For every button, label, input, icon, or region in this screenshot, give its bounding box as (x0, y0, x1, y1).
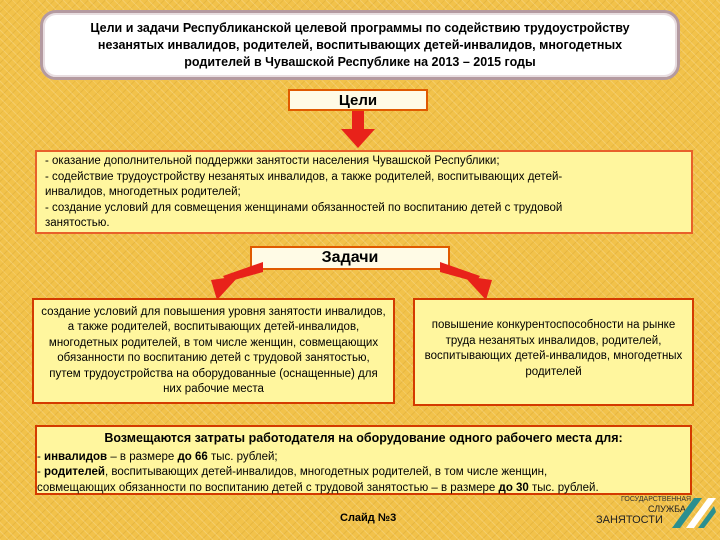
goal-line: - содействие трудоустройству незанятых инвалидов, а также родителей, воспитывающих детей- (45, 170, 563, 183)
goals-arrow-icon (341, 111, 375, 149)
tasks-label: Задачи (250, 246, 450, 270)
logo-text-2: СЛУЖБА (648, 504, 686, 514)
costs-line-1 (37, 450, 690, 466)
text: тыс. рублей; (207, 450, 278, 463)
title-box (40, 10, 680, 80)
text: совмещающих обязанности по воспитанию детей с трудовой занятостью – в размере (37, 481, 499, 494)
task-box-1 (32, 298, 395, 404)
title-line-3: родителей в Чувашской Республике на 2013 – 2015 годы (184, 54, 536, 69)
logo-text-1: ГОСУДАРСТВЕННАЯ (621, 496, 692, 503)
text-bold: до 30 (498, 481, 529, 494)
costs-heading: Возмещаются затраты работодателя на оборудование одного рабочего места для: (104, 431, 623, 445)
title-line-1: Цели и задачи Республиканской целевой программы по содействию трудоустройству (90, 20, 630, 35)
text-bold: до 66 (177, 450, 208, 463)
goal-line: инвалидов, многодетных родителей; (45, 186, 241, 198)
costs-line-3 (37, 481, 690, 497)
employment-service-logo (596, 494, 720, 534)
text: - (37, 450, 45, 463)
goals-box (35, 150, 693, 234)
text: тыс. рублей. (528, 481, 599, 494)
text: – в размере (107, 450, 178, 463)
tasks-arrow-left-icon (205, 262, 265, 302)
title-line-2: незанятых инвалидов, родителей, воспитывающих детей-инвалидов, многодетных (97, 37, 623, 52)
goals-label: Цели (288, 89, 428, 111)
task-1-text: создание условий для повышения уровня занятости инвалидов, а также родителей, воспитывающих детей-инвалидов, многодетных родителей, в том числе женщин, совмещающих обязанности по воспитанию детей с трудовой занятостью, путем трудоустройства на оборудованные (оснащенные) для них рабочие места (41, 305, 386, 395)
costs-line-2 (37, 465, 690, 481)
task-box-2 (413, 298, 694, 406)
logo-mark-icon (668, 496, 718, 530)
goal-line: - оказание дополнительной поддержки занятости населения Чувашской Республики; (45, 155, 500, 167)
slide-number: Слайд №3 (340, 512, 397, 524)
logo-text-3: ЗАНЯТОСТИ (596, 514, 663, 526)
tasks-arrow-right-icon (438, 262, 498, 302)
text: - (37, 466, 45, 478)
goal-line: - создание условий для совмещения женщинами обязанностей по воспитанию детей с трудовой (45, 201, 563, 214)
text-bold: инвалидов (44, 450, 108, 463)
goal-line: занятостью. (45, 217, 110, 229)
costs-box (35, 425, 692, 495)
text-bold: родителей (44, 466, 105, 478)
task-2-text: повышение конкурентоспособности на рынке труда незанятых инвалидов, родителей, воспитывающих детей-инвалидов, многодетных родителей (424, 319, 683, 378)
text: , воспитывающих детей-инвалидов, многодетных родителей, в том числе женщин, (104, 466, 548, 478)
